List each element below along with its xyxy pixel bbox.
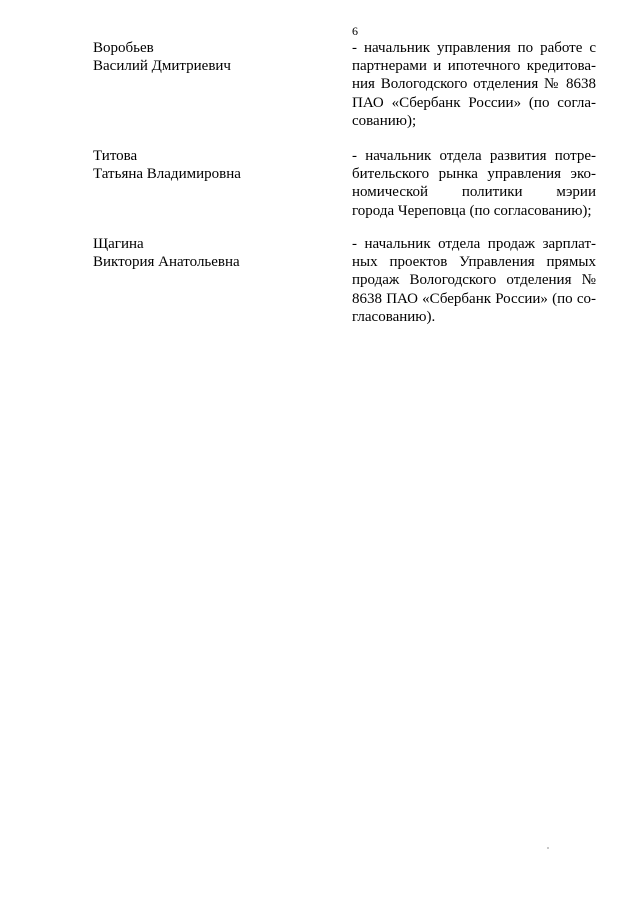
page-number: 6 (352, 24, 358, 38)
position-line: ных проектов Управления прямых (352, 254, 596, 271)
member-given-names: Виктория Анатольевна (93, 254, 240, 270)
position-line: партнерами и ипотечного кредитова- (352, 58, 596, 75)
position-line: продаж Вологодского отделения № (352, 272, 596, 289)
member-name (93, 39, 323, 75)
position-line: города Череповца (по согласованию); (352, 202, 592, 219)
member-position (352, 39, 596, 130)
member-given-names: Татьяна Владимировна (93, 166, 241, 182)
member-surname: Щагина (93, 236, 144, 252)
member-given-names: Василий Дмитриевич (93, 58, 231, 74)
position-line: ния Вологодского отделения № 8638 (352, 76, 596, 93)
scan-speck (547, 847, 549, 849)
position-line: - начальник отдела развития потре- (352, 148, 596, 164)
position-line: - начальник отдела продаж зарплат- (352, 236, 596, 252)
position-line: ПАО «Сбербанк России» (по согла- (352, 94, 596, 111)
member-name (93, 235, 323, 271)
member-name (93, 147, 323, 183)
position-line: - начальник управления по работе с (352, 40, 596, 56)
position-line: гласованию). (352, 308, 436, 325)
position-line: 8638 ПАО «Сбербанк России» (по со- (352, 290, 596, 307)
position-line: номической политики мэрии (352, 184, 596, 201)
member-surname: Воробьев (93, 40, 154, 56)
position-line: бительского рынка управления эко- (352, 166, 596, 183)
member-surname: Титова (93, 148, 138, 164)
member-position (352, 235, 596, 326)
member-position (352, 147, 596, 220)
position-line: сованию); (352, 112, 417, 129)
